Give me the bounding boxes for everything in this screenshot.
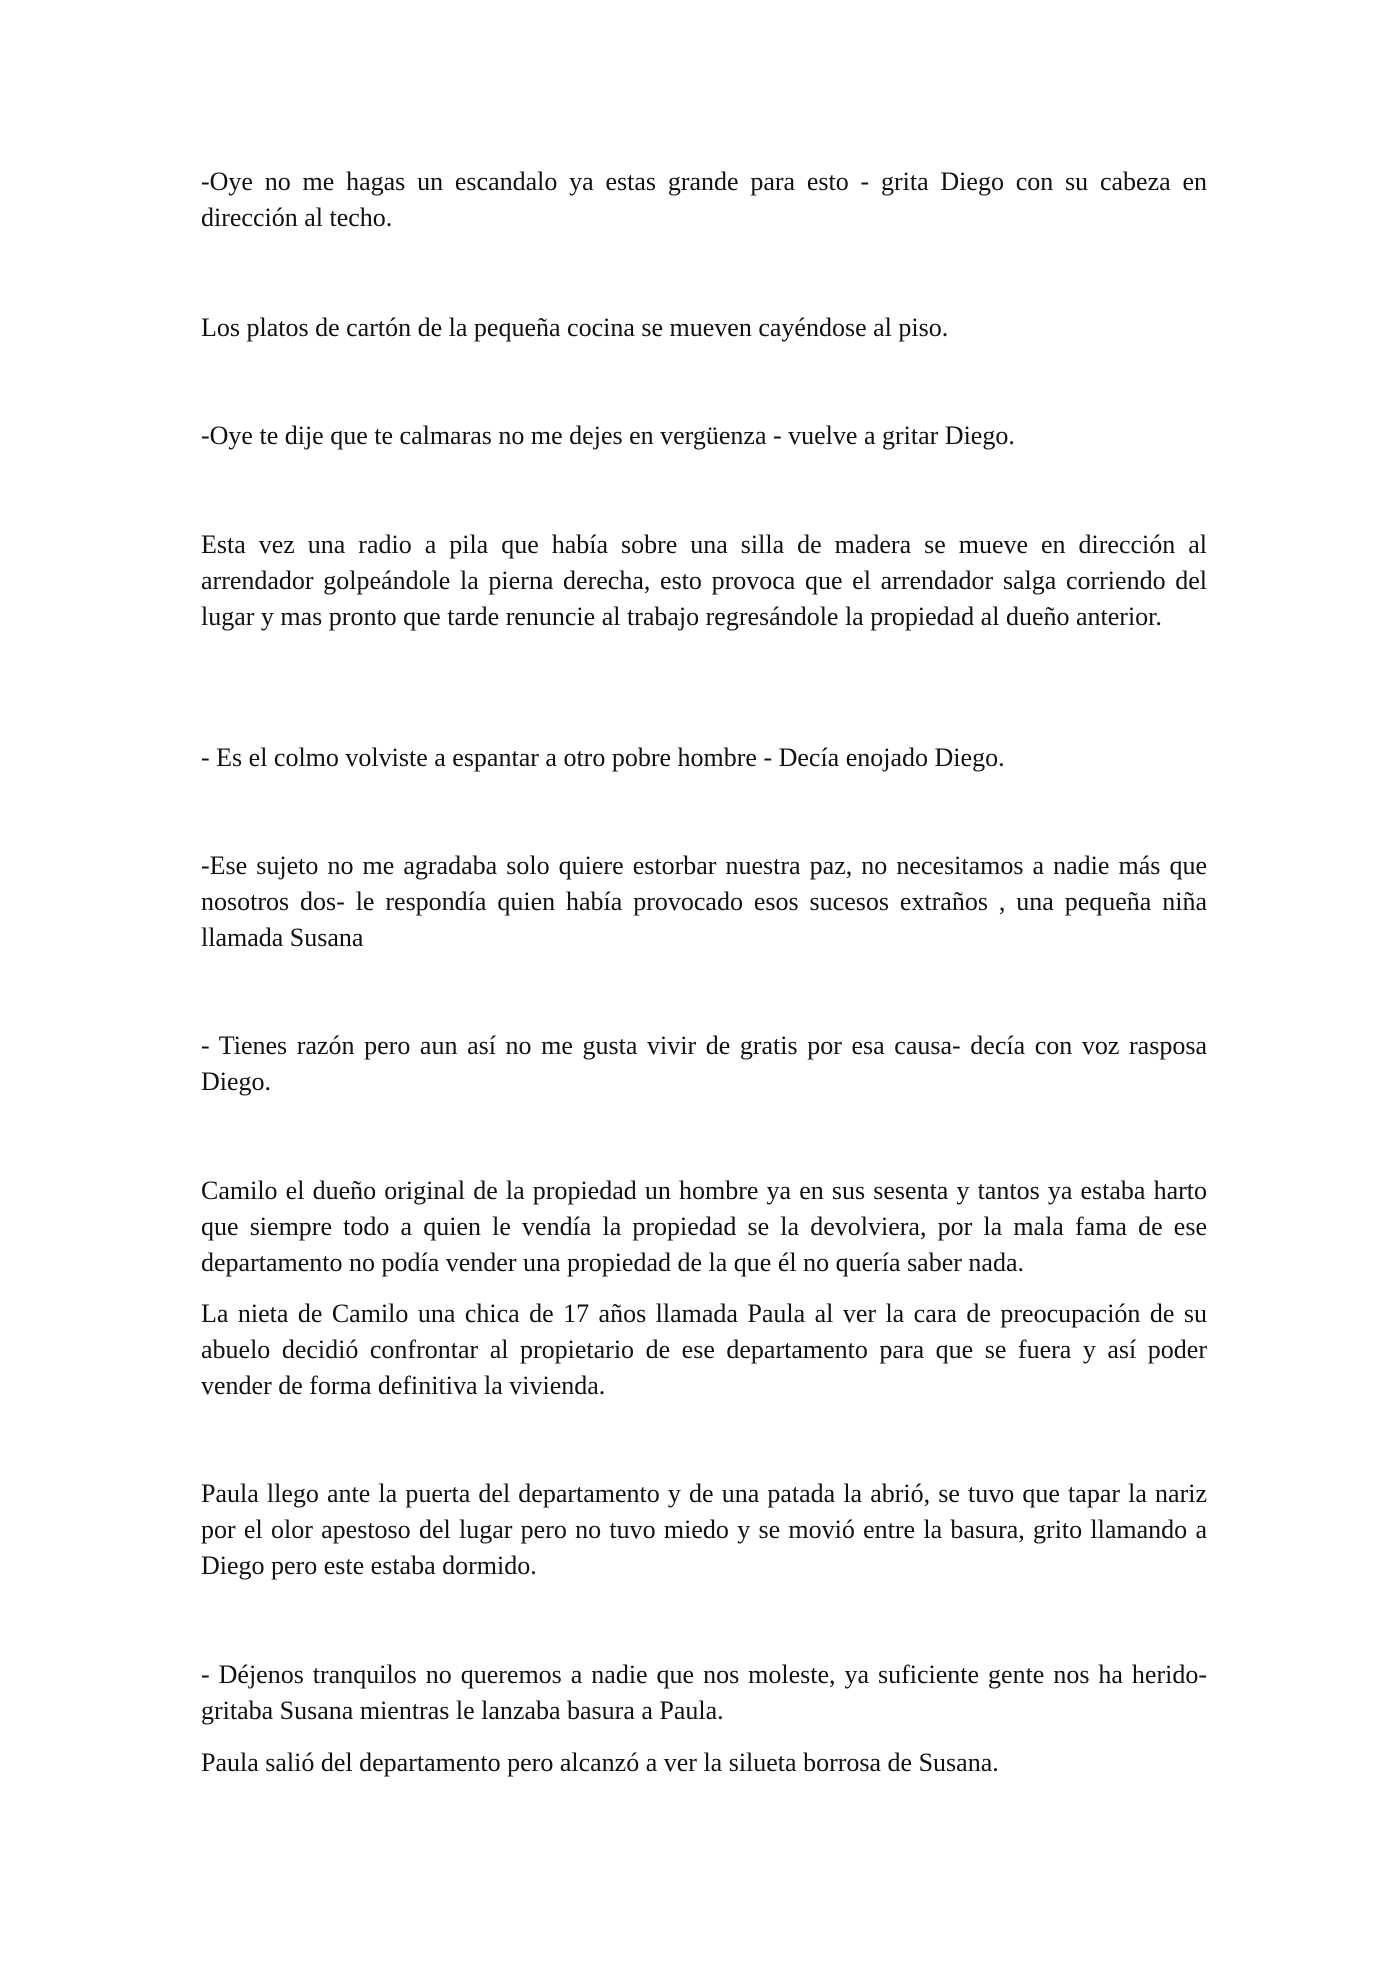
paragraph-5: - Es el colmo volviste a espantar a otro pobre hombre - Decía enojado Diego. — [201, 743, 1005, 772]
paragraph-2: Los platos de cartón de la pequeña cocina se mueven cayéndose al piso. — [201, 313, 949, 342]
paragraph-11: - Déjenos tranquilos no queremos a nadie que nos moleste, ya suficiente gente nos ha herido- gritaba Susana mientras le lanzaba basura a Paula. — [201, 1660, 1207, 1725]
paragraph-3: -Oye te dije que te calmaras no me dejes en vergüenza - vuelve a gritar Diego. — [201, 421, 1015, 450]
paragraph-12: Paula salió del departamento pero alcanzó a ver la silueta borrosa de Susana. — [201, 1748, 999, 1777]
paragraph-6: -Ese sujeto no me agradaba solo quiere estorbar nuestra paz, no necesitamos a nadie más que nosotros dos- le respondía quien había provocado esos sucesos extraños , una pequeña niña llamada Susana — [201, 851, 1207, 952]
paragraph-9: La nieta de Camilo una chica de 17 años llamada Paula al ver la cara de preocupación de su abuelo decidió confrontar al propietario de ese departamento para que se fuera y así poder vender de forma definitiva la vivienda. — [201, 1299, 1207, 1400]
paragraph-7: - Tienes razón pero aun así no me gusta vivir de gratis por esa causa- decía con voz rasposa Diego. — [201, 1031, 1207, 1096]
paragraph-10: Paula llego ante la puerta del departamento y de una patada la abrió, se tuvo que tapar la nariz por el olor apestoso del lugar pero no tuvo miedo y se movió entre la basura, grito llamando a Diego pero este estaba dormido. — [201, 1479, 1207, 1580]
paragraph-8: Camilo el dueño original de la propiedad un hombre ya en sus sesenta y tantos ya estaba harto que siempre todo a quien le vendía la propiedad se la devolviera, por la mala fama de ese departamento no podía vender una propiedad de la que él no quería saber nada. — [201, 1176, 1207, 1277]
paragraph-1: -Oye no me hagas un escandalo ya estas grande para esto - grita Diego con su cabeza en dirección al techo. — [201, 167, 1207, 232]
paragraph-4: Esta vez una radio a pila que había sobre una silla de madera se mueve en dirección al arrendador golpeándole la pierna derecha, esto provoca que el arrendador salga corriendo del lugar y mas pronto que tarde renuncie al trabajo regresándole la propiedad al dueño anterior. — [201, 530, 1207, 631]
